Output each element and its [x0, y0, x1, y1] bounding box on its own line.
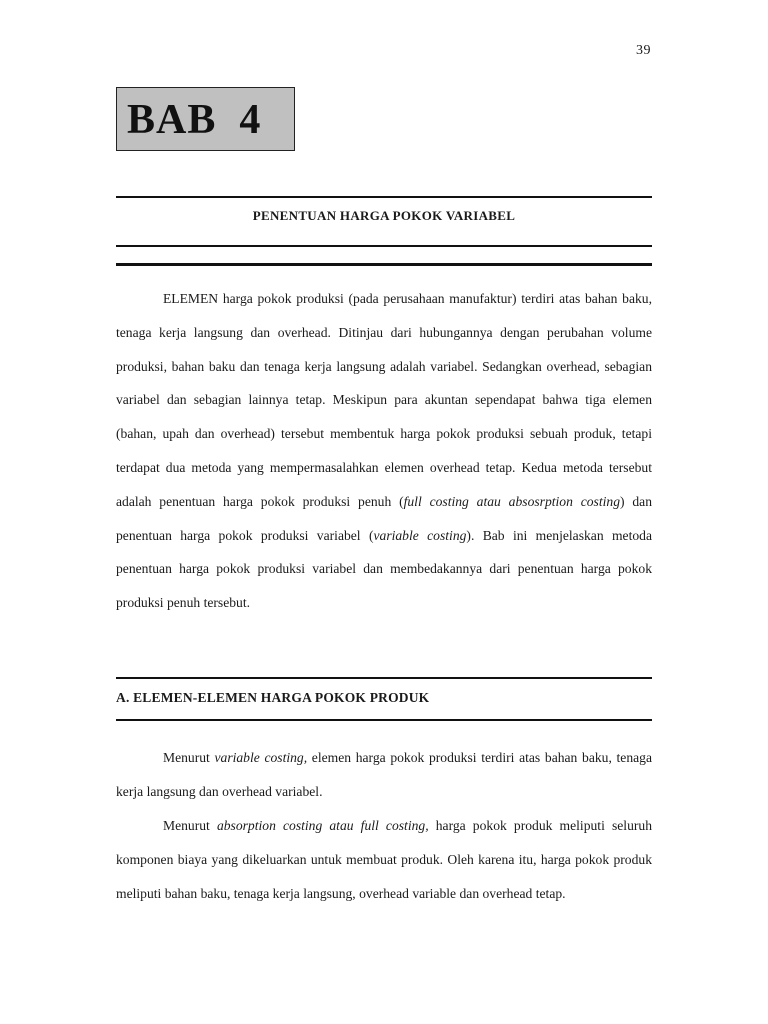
- text-run: ). Bab ini menjelaskan metoda penentuan harga pokok produksi variabel dan membedakannya dari penentuan harga pokok produksi penuh tersebut.: [116, 527, 652, 611]
- text-run: Menurut: [163, 818, 217, 833]
- text-run: ELEMEN harga pokok produksi (pada perusahaan manufaktur) terdiri atas bahan baku, tenaga kerja langsung dan overhead. Ditinjau dari hubungannya dengan perubahan volume produksi, bahan baku dan tenaga kerja langsung adalah variabel. Sedangkan overhead, sebagian variabel dan sebagian lainnya tetap. Meskipun para akuntan sependapat bahwa tiga elemen (bahan, upah dan overhead) tersebut membentuk harga pokok produksi sebuah produk, tetapi terdapat dua metoda yang mempermasalahkan elemen overhead tetap. Kedua metoda tersebut adalah penentuan harga pokok produksi penuh (: [116, 291, 652, 509]
- page-number: 39: [636, 43, 651, 58]
- text-run: ) dan penentuan harga pokok produksi variabel (: [116, 493, 652, 543]
- intro-paragraph: [116, 282, 652, 620]
- section-heading: A. ELEMEN-ELEMEN HARGA POKOK PRODUK: [116, 690, 430, 705]
- italic-term: full costing atau absosrption costing: [403, 493, 620, 509]
- chapter-title: PENENTUAN HARGA POKOK VARIABEL: [252, 208, 516, 223]
- section-paragraph: [116, 809, 652, 911]
- divider-rule: [116, 245, 652, 247]
- section-paragraph: [116, 741, 652, 809]
- chapter-label-box: [116, 87, 295, 151]
- divider-rule: [116, 196, 652, 198]
- chapter-label: BAB 4: [127, 97, 262, 143]
- text-run: elemen harga pokok produksi terdiri atas bahan baku, tenaga kerja langsung dan overhead variabel.: [116, 750, 652, 799]
- divider-rule-thick: [116, 263, 652, 266]
- text-run: harga pokok produk meliputi seluruh komponen biaya yang dikeluarkan untuk membuat produk. Oleh karena itu, harga pokok produk meliputi bahan baku, tenaga kerja langsung, overhead variable dan overhead tetap.: [116, 818, 652, 901]
- italic-term: variable costing: [373, 527, 467, 543]
- italic-term: variable costing,: [214, 750, 308, 765]
- italic-term: absorption costing atau full costing,: [216, 818, 429, 833]
- text-run: Menurut: [163, 750, 215, 765]
- divider-rule: [116, 719, 652, 721]
- divider-rule: [116, 677, 652, 679]
